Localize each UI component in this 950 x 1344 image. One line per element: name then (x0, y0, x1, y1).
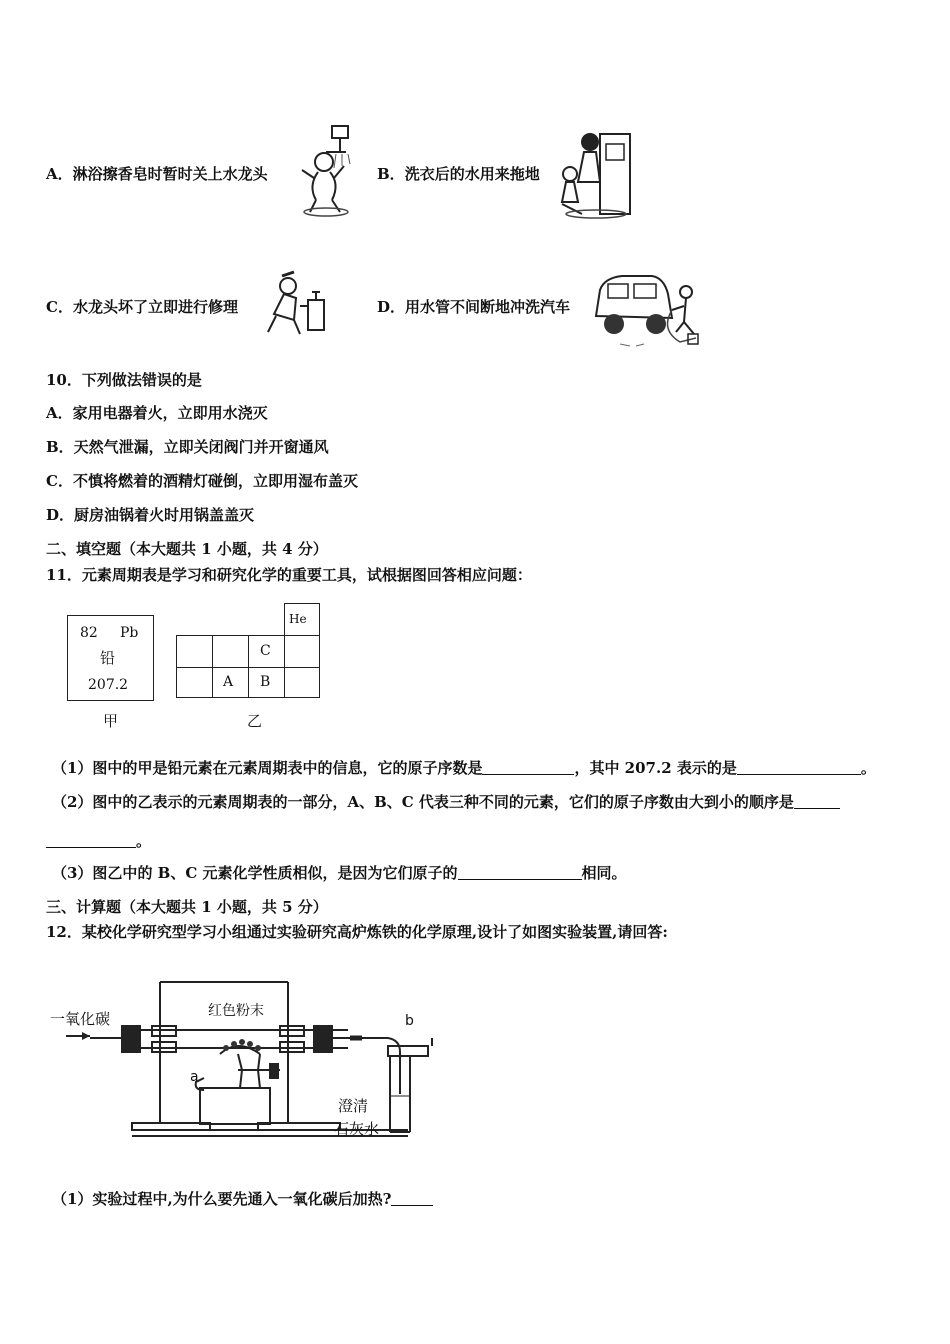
cell-r2c1 (176, 667, 213, 698)
answer-blank-5 (391, 1191, 433, 1206)
cell-c-label: C (260, 643, 271, 659)
answer-blank-3a (794, 794, 840, 809)
atomic-number: 82 (80, 625, 98, 641)
label-b: b (405, 1013, 414, 1029)
q12-sub1: （1）实验过程中,为什么要先通入一氧化碳后加热? (52, 1190, 433, 1208)
atomic-mass: 207.2 (88, 677, 129, 693)
q12-stem: 12．某校化学研究型学习小组通过实验研究高炉炼铁的化学原理,设计了如图实验装置,请回答: (46, 923, 668, 941)
q11-sub2: （2）图中的乙表示的元素周期表的一部分，A、B、C 代表三种不同的元素，它们的原子序数由大到小的顺序是 (52, 793, 840, 811)
label-red-powder: 红色粉末 (208, 1003, 264, 1019)
shower-cartoon (296, 122, 358, 218)
q10-option-a: A．家用电器着火，立即用水浇灭 (46, 404, 268, 422)
q10-option-d: D．厨房油锅着火时用锅盖盖灭 (46, 506, 255, 524)
label-carbon-monoxide: 一氧化碳 (50, 1010, 111, 1028)
element-symbol: Pb (120, 625, 139, 641)
cell-b-label: B (260, 674, 271, 690)
label-yi: 乙 (247, 712, 263, 730)
q11-sub3: （3）图乙中的 B、C 元素化学性质相似，是因为它们原子的 相同。 (52, 864, 627, 882)
answer-blank-4 (458, 865, 582, 880)
q10-option-b: B．天然气泄漏，立即关闭阀门并开窗通风 (46, 438, 329, 456)
section-2-heading: 二、填空题（本大题共 1 小题，共 4 分） (46, 540, 328, 558)
cell-a-label: A (223, 674, 234, 690)
cell-r2c4 (284, 667, 320, 698)
label-jia: 甲 (103, 712, 119, 730)
option-a: A．淋浴擦香皂时暂时关上水龙头 (46, 165, 268, 183)
cell-r1c1 (176, 635, 213, 668)
q11-stem: 11．元素周期表是学习和研究化学的重要工具，试根据图回答相应问题： (46, 566, 532, 584)
label-a: a (190, 1069, 199, 1085)
answer-blank-1 (482, 760, 574, 775)
section-3-heading: 三、计算题（本大题共 1 小题，共 5 分） (46, 898, 328, 916)
answer-blank-3b (46, 833, 136, 848)
q10-stem: 10．下列做法错误的是 (46, 371, 202, 389)
element-name: 铅 (100, 649, 116, 667)
q11-sub1: （1）图中的甲是铅元素在元素周期表中的信息，它的原子序数是 ，其中 207.2 表示的是 。 (52, 759, 876, 777)
car-washing-cartoon (590, 264, 704, 352)
mopping-cartoon (556, 122, 636, 220)
option-c: C．水龙头坏了立即进行修理 (46, 298, 238, 316)
repair-faucet-cartoon (264, 270, 334, 342)
cell-r1c4 (284, 635, 320, 668)
label-limewater: 石灰水 (334, 1120, 380, 1138)
label-clear: 澄清 (338, 1097, 369, 1115)
q11-sub2-cont: 。 (46, 832, 151, 850)
option-d: D．用水管不间断地冲洗汽车 (377, 298, 571, 316)
q10-option-c: C．不慎将燃着的酒精灯碰倒，立即用湿布盖灭 (46, 472, 358, 490)
option-b: B．洗衣后的水用来拖地 (377, 165, 540, 183)
cell-he-label: He (289, 612, 307, 626)
answer-blank-2 (737, 760, 861, 775)
cell-r1c2 (212, 635, 249, 668)
